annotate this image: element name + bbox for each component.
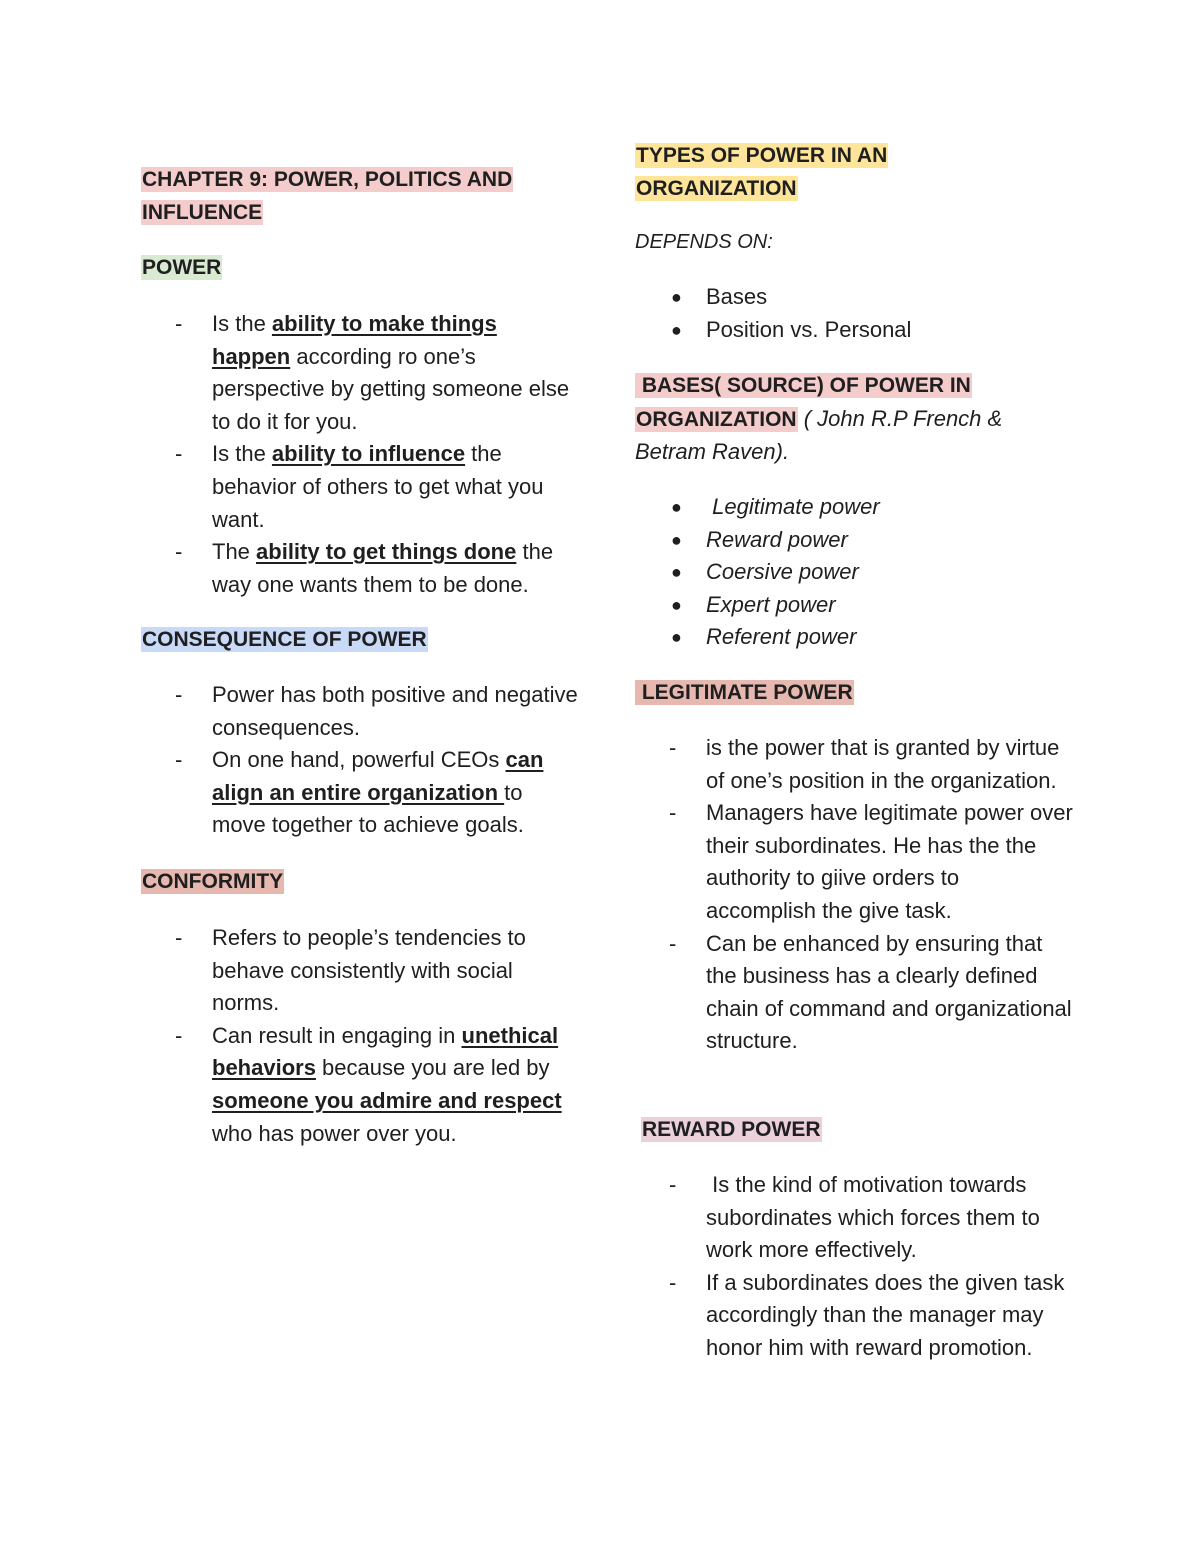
chapter-title-line-2: INFLUENCE	[142, 201, 263, 224]
bases-heading	[635, 370, 1002, 470]
dash-marker: -	[669, 1269, 677, 1295]
legitimate-heading-text: LEGITIMATE POWER	[636, 681, 853, 704]
list-item	[635, 1267, 1075, 1365]
bases-heading-line-2: ORGANIZATION	[636, 407, 797, 431]
power-heading-text: POWER	[142, 256, 222, 279]
item-text: On one hand, powerful CEOs	[212, 747, 506, 773]
conformity-heading-text: CONFORMITY	[142, 870, 284, 893]
legitimate-heading	[635, 676, 854, 709]
citation-text: Betram Raven).	[635, 439, 790, 465]
item-text: Legitimate power	[706, 494, 880, 519]
consequence-heading-text: CONSEQUENCE OF POWER	[142, 628, 427, 651]
power-heading	[141, 251, 222, 284]
depends-on-label: DEPENDS ON:	[635, 231, 773, 253]
types-heading	[635, 139, 888, 205]
reward-heading-text: REWARD POWER	[642, 1118, 821, 1141]
item-text: Reward power	[706, 526, 848, 552]
dash-marker: -	[669, 735, 677, 760]
list-item	[141, 438, 581, 536]
item-text: is the power that is granted by virtue of one’s position in the organization.	[706, 735, 1060, 793]
item-text: If a subordinates does the given task accordingly than the manager may honor him with reward promotion.	[706, 1269, 1065, 1360]
dash-marker: -	[175, 747, 183, 773]
item-text: Can be enhanced by ensuring that the business has a clearly defined chain of command and organizational structure.	[706, 930, 1072, 1054]
types-heading-line-2: ORGANIZATION	[636, 177, 797, 200]
item-text: Coersive power	[706, 559, 859, 585]
bullet-marker: ●	[671, 594, 682, 615]
conformity-list	[141, 922, 571, 1150]
item-text: Is the kind of motivation towards subordinates which forces them to work more effectively.	[706, 1172, 1046, 1263]
dash-marker: -	[175, 539, 183, 565]
bullet-marker: ●	[671, 627, 682, 648]
dash-marker: -	[175, 311, 183, 336]
item-text: Refers to people’s tendencies to behave consistently with social norms.	[212, 925, 526, 1016]
list-item	[141, 1020, 571, 1150]
emphasis-text: unethical behaviors	[212, 1022, 559, 1081]
item-text: Referent power	[706, 624, 857, 650]
list-item	[635, 556, 1075, 589]
list-item	[635, 797, 1075, 927]
emphasis-text: ability to make things happen	[212, 311, 497, 369]
consequence-heading	[141, 623, 428, 656]
list-item	[635, 1169, 1075, 1267]
bases-heading-line-1: BASES( SOURCE) OF POWER IN	[636, 374, 971, 397]
item-text: Can result in engaging in	[212, 1022, 462, 1048]
list-item	[635, 491, 1075, 524]
list-item	[141, 536, 581, 601]
bullet-marker: ●	[671, 287, 682, 307]
list-item	[141, 679, 581, 744]
citation-text: ( John R.P French &	[797, 405, 1003, 431]
list-item	[635, 314, 1075, 347]
item-text: the way one wants them to be done.	[212, 539, 554, 597]
list-item	[635, 524, 1075, 557]
bases-list	[635, 491, 1075, 654]
dash-marker: -	[175, 925, 183, 950]
emphasis-text: can align an entire organization	[212, 747, 544, 805]
list-item	[141, 744, 581, 842]
depends-on-list	[635, 281, 1075, 346]
reward-list	[635, 1169, 1075, 1365]
dash-marker: -	[669, 800, 677, 826]
list-item	[635, 281, 1075, 314]
consequence-list	[141, 679, 581, 842]
item-text: according ro one’s perspective by getting someone else to do it for you.	[212, 343, 570, 434]
types-heading-line-1: TYPES OF POWER IN AN	[636, 144, 888, 167]
chapter-title	[141, 163, 513, 229]
bullet-marker: ●	[671, 319, 682, 340]
bullet-marker: ●	[671, 497, 682, 517]
emphasis-text: someone you admire and respect	[212, 1087, 562, 1113]
dash-marker: -	[669, 930, 677, 956]
emphasis-text: ability to get things done	[256, 539, 517, 565]
item-text: Power has both positive and negative consequences.	[212, 682, 578, 740]
dash-marker: -	[175, 1022, 183, 1048]
bullet-marker: ●	[671, 529, 682, 550]
item-text: the behavior of others to get what you want.	[212, 441, 544, 532]
list-item	[635, 621, 1075, 654]
item-text: Bases	[706, 284, 768, 309]
emphasis-text: ability to influence	[271, 441, 466, 467]
item-text: Managers have legitimate power over their subordinates. He has the the authority to giive orders to accomplish the give task.	[706, 800, 1073, 923]
list-item	[635, 589, 1075, 622]
item-text: Position vs. Personal	[706, 316, 912, 342]
list-item	[635, 928, 1075, 1058]
dash-marker: -	[175, 441, 183, 467]
dash-marker: -	[669, 1172, 677, 1197]
dash-marker: -	[175, 682, 183, 707]
item-text: Expert power	[706, 591, 836, 617]
reward-heading	[641, 1113, 822, 1146]
item-text: who has power over you.	[212, 1120, 457, 1146]
list-item	[141, 922, 571, 1020]
legitimate-list	[635, 732, 1075, 1058]
list-item	[141, 308, 581, 438]
chapter-title-line-1: CHAPTER 9: POWER, POLITICS AND	[142, 168, 513, 191]
item-text: Is the	[212, 441, 272, 467]
conformity-heading	[141, 865, 284, 898]
item-text: The	[212, 539, 257, 565]
item-text: to move together to achieve goals.	[212, 779, 524, 838]
bullet-marker: ●	[671, 562, 682, 583]
item-text: because you are led by	[315, 1055, 550, 1081]
list-item	[635, 732, 1075, 797]
item-text: Is the	[212, 311, 272, 336]
power-list	[141, 308, 581, 601]
